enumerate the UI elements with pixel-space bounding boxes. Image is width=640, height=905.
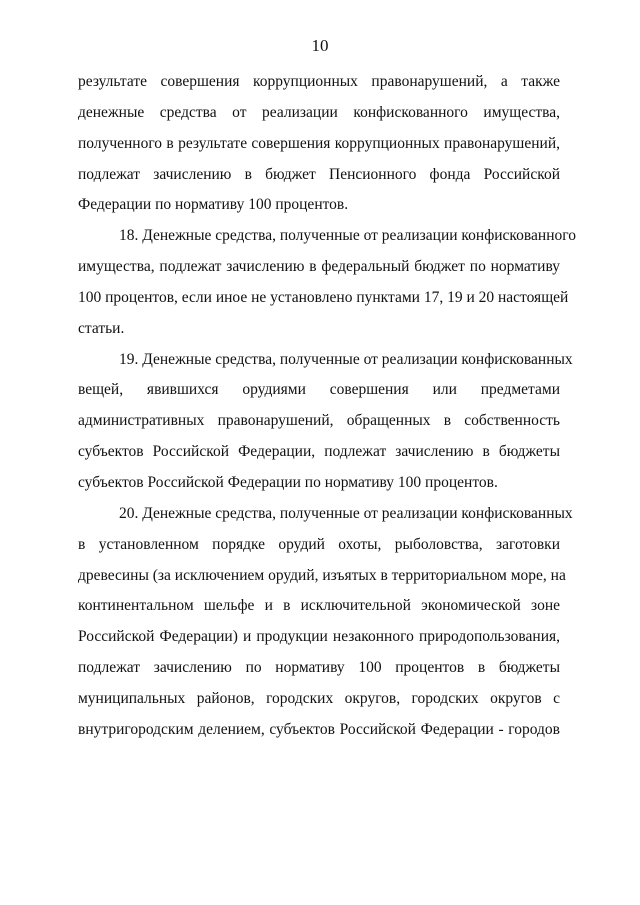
paragraph-19-first-line: 19. Денежные средства, полученные от реализации конфискованных (119, 350, 573, 368)
paragraph-20-first-line: 20. Денежные средства, полученные от реализации конфискованных (119, 504, 573, 522)
text-line: административных правонарушений, обращенных в собственность (78, 412, 560, 430)
text-line: субъектов Российской Федерации, подлежат зачислению в бюджеты (78, 443, 560, 461)
text-line: денежные средства от реализации конфискованного имущества, (78, 103, 560, 121)
text-line: древесины (за исключением орудий, изъятых в территориальном море, на (78, 566, 566, 584)
text-line: внутригородским делением, субъектов Российской Федерации - городов (78, 720, 560, 738)
text-line: полученного в результате совершения коррупционных правонарушений, (78, 134, 560, 152)
text-line: вещей, явившихся орудиями совершения или предметами (78, 381, 560, 399)
text-line: результате совершения коррупционных правонарушений, а также (78, 73, 560, 90)
text-line: Российской Федерации) и продукции незаконного природопользования, (78, 628, 560, 646)
text-line: муниципальных районов, городских округов, городских округов с (78, 689, 560, 707)
text-line: Федерации по нормативу 100 процентов. (78, 196, 349, 214)
text-line: статьи. (78, 319, 125, 337)
text-line: подлежат зачислению по нормативу 100 процентов в бюджеты (78, 659, 560, 677)
text-line: подлежат зачислению в бюджет Пенсионного фонда Российской (78, 165, 560, 183)
text-line: в установленном порядке орудий охоты, рыболовства, заготовки (78, 535, 560, 553)
document-body (78, 72, 576, 751)
text-line: континентальном шельфе и в исключительной экономической зоне (78, 597, 560, 615)
text-line: 100 процентов, если иное не установлено пунктами 17, 19 и 20 настоящей (78, 288, 569, 306)
page-number: 10 (311, 36, 329, 55)
paragraph-18-first-line: 18. Денежные средства, полученные от реализации конфискованного (119, 227, 576, 245)
text-line: имущества, подлежат зачислению в федеральный бюджет по нормативу (78, 258, 560, 276)
text-line: субъектов Российской Федерации по нормативу 100 процентов. (78, 473, 498, 491)
